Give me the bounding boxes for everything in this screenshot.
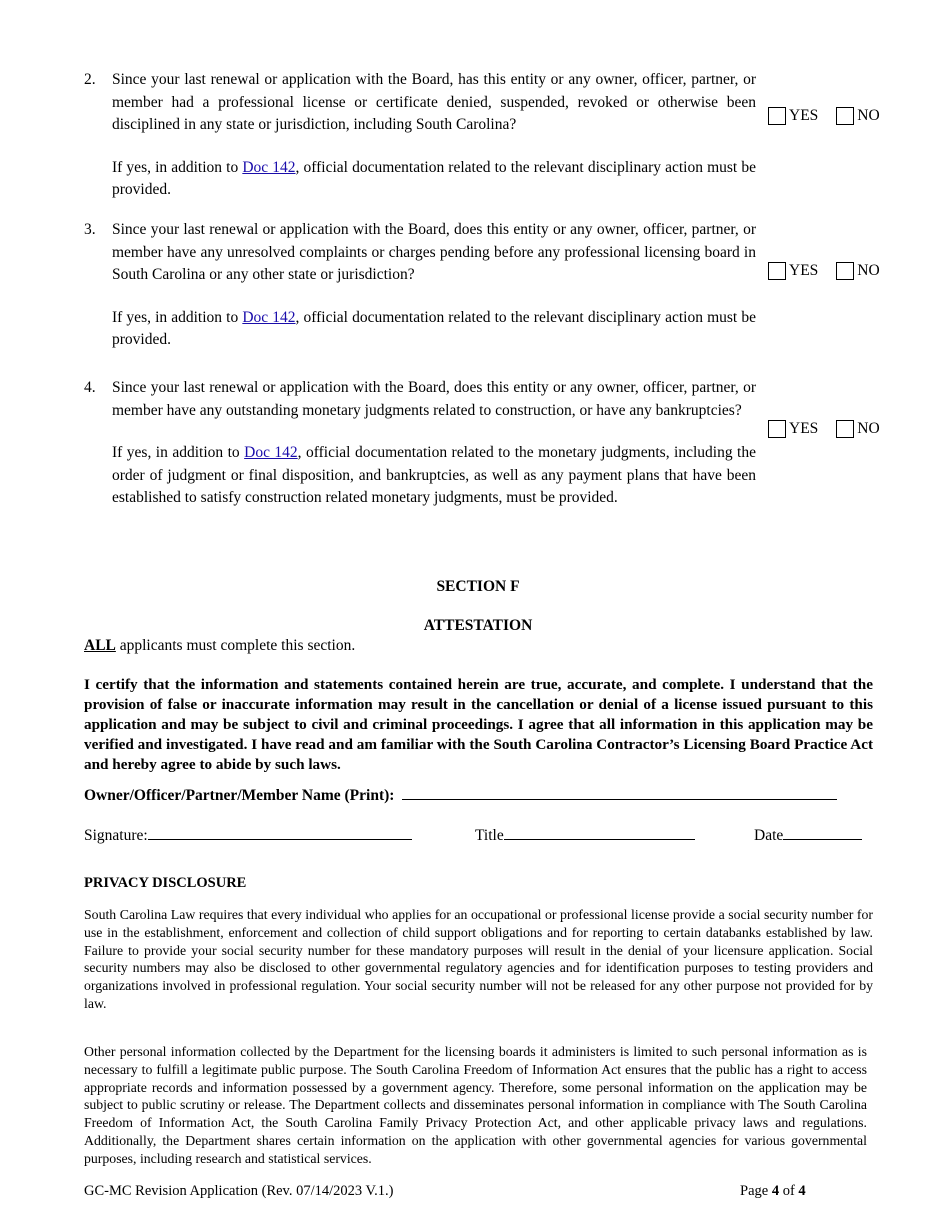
question-number: 2.	[84, 71, 96, 88]
yes-checkbox[interactable]	[768, 262, 786, 280]
yes-checkbox[interactable]	[768, 420, 786, 438]
no-option[interactable]: NO	[836, 262, 879, 280]
title-label: Title	[475, 827, 504, 844]
question-followup: If yes, in addition to Doc 142, official documentation related to the relevant disciplinary action must be provided.	[112, 308, 756, 348]
question-number: 3.	[84, 221, 96, 238]
yes-option[interactable]: YES	[768, 107, 818, 125]
title-line[interactable]	[504, 825, 695, 840]
privacy-paragraph-2: Other personal information collected by the Department for the licensing boards it administers is limited to such personal information as is necessary to fulfill a legitimate public purpose. The South Carolina Freedom of Information Act ensures that the public has a right to access appropriate records and information possessed by a government agency. Therefore, some personal information on the application may be subject to public scrutiny or release. The Department collects and disseminates personal information in compliance with The South Carolina Freedom of Information Act, the South Carolina Family Privacy Protection Act, and other applicable privacy laws and regulations. Additionally, the Department shares certain information on the application with other governmental agencies for various governmental purposes, including research and statistical services.	[84, 1044, 867, 1166]
question-number: 4.	[84, 379, 96, 396]
question-4-answer	[768, 420, 880, 438]
no-option[interactable]: NO	[836, 107, 879, 125]
question-3-answer	[768, 262, 880, 280]
no-checkbox[interactable]	[836, 420, 854, 438]
date-line[interactable]	[783, 825, 862, 840]
name-print-line[interactable]	[402, 785, 837, 800]
date-label: Date	[754, 827, 784, 844]
privacy-paragraph-1: South Carolina Law requires that every individual who applies for an occupational or professional license provide a social security number for use in the establishment, enforcement and collection of child support obligations and for reporting to certain databanks established by law. Failure to provide your social security number for these mandatory purposes will result in the denial of your licensure application. Social security numbers may also be disclosed to other governmental regulatory agencies and for identification purposes to testing providers and organizations involved in professional regulation. Your social security number will not be released for any other purpose not provided for by law.	[84, 907, 873, 1011]
doc-142-link[interactable]: Doc 142	[242, 158, 296, 176]
question-followup: If yes, in addition to Doc 142, official documentation related to the relevant disciplinary action must be provided.	[112, 158, 756, 198]
question-2	[84, 69, 756, 202]
name-print-row	[84, 785, 873, 805]
section-title: SECTION F	[436, 578, 520, 595]
yes-option[interactable]: YES	[768, 420, 818, 438]
doc-142-link[interactable]: Doc 142	[242, 308, 296, 326]
all-label: ALL	[84, 637, 116, 654]
form-id: GC-MC Revision Application (Rev. 07/14/2023 V.1.)	[84, 1183, 394, 1199]
section-subtitle: ATTESTATION	[423, 617, 533, 634]
question-text: Since your last renewal or application with the Board, has this entity or any owner, officer, partner, or member had a professional license or certificate denied, suspended, revoked or otherwise been disciplined in any state or jurisdiction, including South Carolina?	[112, 71, 756, 133]
question-text: Since your last renewal or application with the Board, does this entity or any owner, officer, partner, or member have any outstanding monetary judgments related to construction, or have any bankruptcies?	[112, 379, 756, 419]
no-option[interactable]: NO	[836, 420, 879, 438]
signature-row	[84, 825, 412, 845]
date-row	[754, 825, 862, 845]
yes-checkbox[interactable]	[768, 107, 786, 125]
signature-label: Signature:	[84, 827, 148, 844]
section-instructions: ALL applicants must complete this section.	[84, 637, 356, 654]
no-checkbox[interactable]	[836, 107, 854, 125]
question-3	[84, 219, 756, 352]
certification-statement: I certify that the information and statements contained herein are true, accurate, and complete. I understand that the provision of false or inaccurate information may result in the cancellation or denial of a license issued pursuant to this application and may be subject to civil and criminal proceedings. I agree that all information in this application may be verified and investigated. I have read and am familiar with the South Carolina Contractor’s Licensing Board Practice Act and hereby agree to abide by such laws.	[84, 676, 873, 773]
yes-option[interactable]: YES	[768, 262, 818, 280]
question-4	[84, 377, 756, 510]
name-print-label: Owner/Officer/Partner/Member Name (Print):	[84, 787, 395, 804]
signature-line[interactable]	[148, 825, 412, 840]
page-number: Page 4 of 4	[740, 1183, 806, 1199]
question-text: Since your last renewal or application with the Board, does this entity or any owner, officer, partner, or member have any unresolved complaints or charges pending before any professional licensing board in South Carolina or any other state or jurisdiction?	[112, 221, 756, 283]
question-2-answer	[768, 107, 880, 125]
no-checkbox[interactable]	[836, 262, 854, 280]
doc-142-link[interactable]: Doc 142	[244, 444, 298, 461]
privacy-heading: PRIVACY DISCLOSURE	[84, 875, 247, 891]
question-followup: If yes, in addition to Doc 142, official documentation related to the monetary judgments, including the order of judgment or final disposition, and bankruptcies, as well as any payment plans that have been established to satisfy construction related monetary judgments, must be provided.	[112, 444, 756, 506]
title-row	[475, 825, 695, 845]
